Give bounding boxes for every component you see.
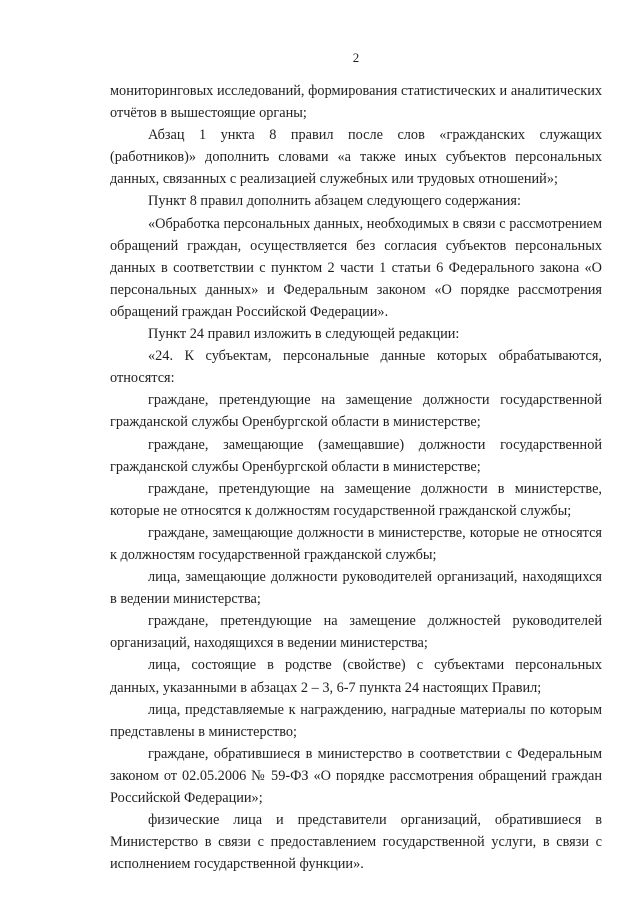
page-number: 2: [352, 50, 360, 65]
document-paragraph: граждане, претендующие на замещение должности государственной гражданской службы Оренбургской области в министерстве;: [110, 392, 602, 431]
document-paragraph: «24. К субъектам, персональные данные которых обрабатываются, относятся:: [110, 348, 602, 387]
document-paragraph: физические лица и представители организаций, обратившиеся в Министерство в связи с предоставлением государственной услуги, в связи с исполнением государственной функции».: [110, 812, 602, 873]
document-paragraph: «Обработка персональных данных, необходимых в связи с рассмотрением обращений граждан, осуществляется без согласия субъектов персональных данных в соответствии с пунктом 2 части 1 статьи 6 Федерального закона «О персональных данных» и Федеральным законом «О порядке рассмотрения обращений граждан Российской Федерации».: [110, 215, 602, 320]
document-paragraph: Пункт 8 правил дополнить абзацем следующего содержания:: [148, 193, 521, 210]
document-paragraph: граждане, претендующие на замещение должностей руководителей организаций, находящихся в ведении министерства;: [110, 613, 602, 652]
document-paragraph: граждане, претендующие на замещение должности в министерстве, которые не относятся к должностям государственной гражданской службы;: [110, 480, 602, 519]
document-paragraph: граждане, замещающие должности в министерстве, которые не относятся к должностям государственной гражданской службы;: [110, 524, 602, 563]
document-paragraph: Абзац 1 унктa 8 правил после слов «гражданских служащих (работников)» дополнить словами «а также иных субъектов персональных данных, связанных с реализацией служебных или трудовых отношений»;: [110, 127, 602, 188]
document-paragraph: лица, замещающие должности руководителей организаций, находящихся в ведении министерства;: [110, 569, 602, 608]
document-paragraph: мониторинговых исследований, формирования статистических и аналитических отчётов в вышестоящие органы;: [110, 83, 602, 122]
document-paragraph: граждане, замещающие (замещавшие) должности государственной гражданской службы Оренбургской области в министерстве;: [110, 436, 602, 475]
document-paragraph: лица, состоящие в родстве (свойстве) с субъектами персональных данных, указанными в абзацах 2 – 3, 6-7 пункта 24 настоящих Правил;: [110, 657, 602, 696]
document-body: [110, 80, 602, 875]
document-paragraph: Пункт 24 правил изложить в следующей редакции:: [148, 326, 460, 343]
document-paragraph: лица, представляемые к награждению, наградные материалы по которым представлены в министерство;: [110, 701, 602, 740]
document-paragraph: граждане, обратившиеся в министерство в соответствии с Федеральным законом от 02.05.2006 № 59-ФЗ «О порядке рассмотрения обращений граждан Российской Федерации»;: [110, 745, 602, 806]
